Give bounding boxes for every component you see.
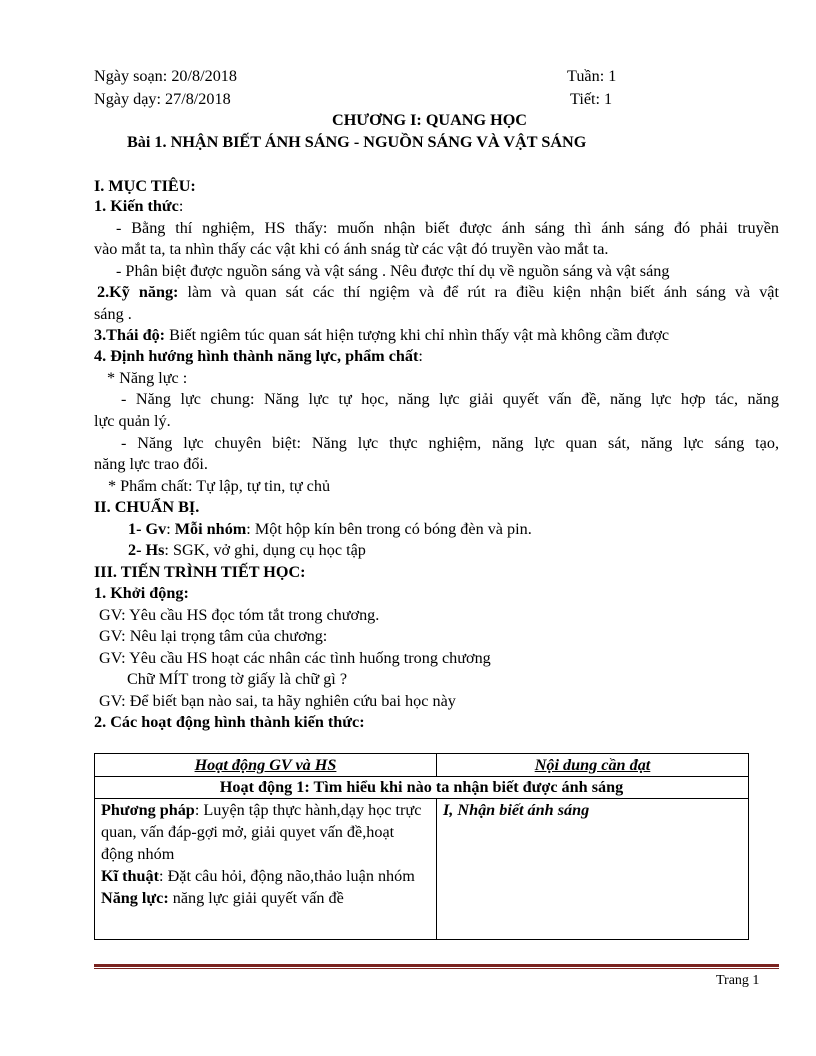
attitude-label: 3.Thái độ:	[94, 326, 166, 344]
warmup-line-5: GV: Để biết bạn nào sai, ta hãy nghiên cứu bai học này	[99, 692, 456, 710]
competence-cell-text: năng lực giải quyết vấn đề	[168, 889, 344, 907]
process-heading: III. TIẾN TRÌNH TIẾT HỌC:	[94, 563, 306, 581]
warmup-line-2: GV: Nêu lại trọng tâm của chương:	[99, 627, 328, 645]
student-preparation-text: : SGK, vở ghi, dụng cụ học tập	[164, 541, 366, 559]
content-cell: I, Nhận biết ánh sáng	[437, 799, 749, 940]
teacher-colon: :	[166, 520, 175, 538]
attitude-line	[94, 325, 669, 346]
method-label: Phương pháp	[101, 801, 195, 819]
knowledge-heading	[94, 196, 183, 217]
date-taught: Ngày dạy: 27/8/2018	[94, 90, 231, 108]
general-competence-line-2: lực quản lý.	[94, 412, 171, 430]
competence-subheading: * Năng lực :	[107, 369, 188, 387]
competence-cell-label: Năng lực:	[101, 889, 169, 907]
page-number: Trang 1	[716, 973, 760, 988]
skills-line-1	[97, 282, 779, 303]
table-row	[95, 799, 749, 940]
technique-label: Kĩ thuật	[101, 867, 160, 885]
period-number: Tiết: 1	[570, 90, 613, 108]
skills-label: 2.Kỹ năng:	[97, 283, 179, 301]
column-header-content: Nội dung cần đạt	[437, 754, 749, 777]
footer-rule-thin	[94, 968, 779, 969]
method-paragraph	[101, 799, 430, 865]
qualities-line: * Phẩm chất: Tự lập, tự tin, tự chủ	[108, 477, 331, 495]
teacher-label: 1- Gv	[128, 520, 167, 538]
table-header-row	[95, 754, 749, 777]
competence-heading	[94, 346, 423, 367]
table-row	[95, 777, 749, 799]
competence-colon: :	[418, 347, 423, 365]
teacher-preparation	[128, 519, 532, 540]
group-label: Mỗi nhóm	[174, 520, 247, 538]
week-number: Tuần: 1	[567, 67, 617, 85]
knowledge-line-3: - Phân biệt được nguồn sáng và vật sáng . Nêu được thí dụ về nguồn sáng và vật sáng	[116, 262, 670, 280]
attitude-text: Biết ngiêm túc quan sát hiện tượng khi chỉ nhìn thấy vật mà không cầm được	[165, 326, 670, 344]
knowledge-line-2: vào mắt ta, ta nhìn thấy các vật khi có ánh snág từ các vật đó truyền vào mắt ta.	[94, 240, 609, 258]
technique-text: : Đặt câu hỏi, động não,thảo luận nhóm	[159, 867, 415, 885]
column-header-activities: Hoạt động GV và HS	[95, 754, 437, 777]
student-label: 2- Hs	[128, 541, 165, 559]
technique-paragraph	[101, 865, 430, 887]
lesson-activity-table	[94, 753, 749, 940]
warmup-line-4: Chữ MÍT trong tờ giấy là chữ gì ?	[127, 670, 348, 688]
activities-heading: 2. Các hoạt động hình thành kiến thức:	[94, 713, 365, 731]
skills-text: làm và quan sát các thí ngiệm và để rút ra điều kiện nhận biết ánh sáng và vật	[178, 283, 779, 301]
warmup-heading: 1. Khởi động:	[94, 584, 189, 602]
warmup-line-3: GV: Yêu cầu HS hoạt các nhân các tình huống trong chương	[99, 649, 491, 667]
competence-label: 4. Định hướng hình thành năng lực, phẩm chất	[94, 347, 419, 365]
preparation-heading: II. CHUẨN BỊ.	[94, 498, 200, 516]
general-competence-line-1: - Năng lực chung: Năng lực tự học, năng lực giải quyết vấn đề, năng lực hợp tác, năng	[121, 390, 779, 408]
date-prepared: Ngày soạn: 20/8/2018	[94, 67, 237, 85]
activity-title: Hoạt động 1: Tìm hiểu khi nào ta nhận biết được ánh sáng	[95, 777, 749, 799]
knowledge-colon: :	[178, 197, 184, 215]
warmup-line-1: GV: Yêu cầu HS đọc tóm tắt trong chương.	[99, 606, 380, 624]
activity-methods-cell	[95, 799, 437, 940]
specific-competence-line-2: năng lực trao đổi.	[94, 455, 208, 473]
knowledge-label: 1. Kiến thức	[94, 197, 179, 215]
footer-rule	[94, 964, 779, 967]
specific-competence-line-1: - Năng lực chuyên biệt: Năng lực thực nghiệm, năng lực quan sát, năng lực sáng tạo,	[121, 434, 779, 452]
student-preparation	[128, 540, 366, 561]
objectives-heading: I. MỤC TIÊU:	[94, 177, 196, 195]
method-text: : Luyện tập thực hành,dạy học trực quan, vấn đáp-gợi mở, giải quyet vấn đề,hoạt động nhóm	[101, 801, 422, 863]
competence-paragraph	[101, 887, 430, 909]
teacher-preparation-text: : Một hộp kín bên trong có bóng đèn và pin.	[246, 520, 532, 538]
knowledge-line-1: - Bằng thí nghiệm, HS thấy: muốn nhận biết được ánh sáng thì ánh sáng đó phải truyền	[116, 219, 779, 237]
chapter-title: CHƯƠNG I: QUANG HỌC	[332, 111, 527, 129]
skills-line-2: sáng .	[94, 305, 132, 323]
lesson-title: Bài 1. NHẬN BIẾT ÁNH SÁNG - NGUỒN SÁNG VÀ VẬT SÁNG	[127, 133, 587, 151]
